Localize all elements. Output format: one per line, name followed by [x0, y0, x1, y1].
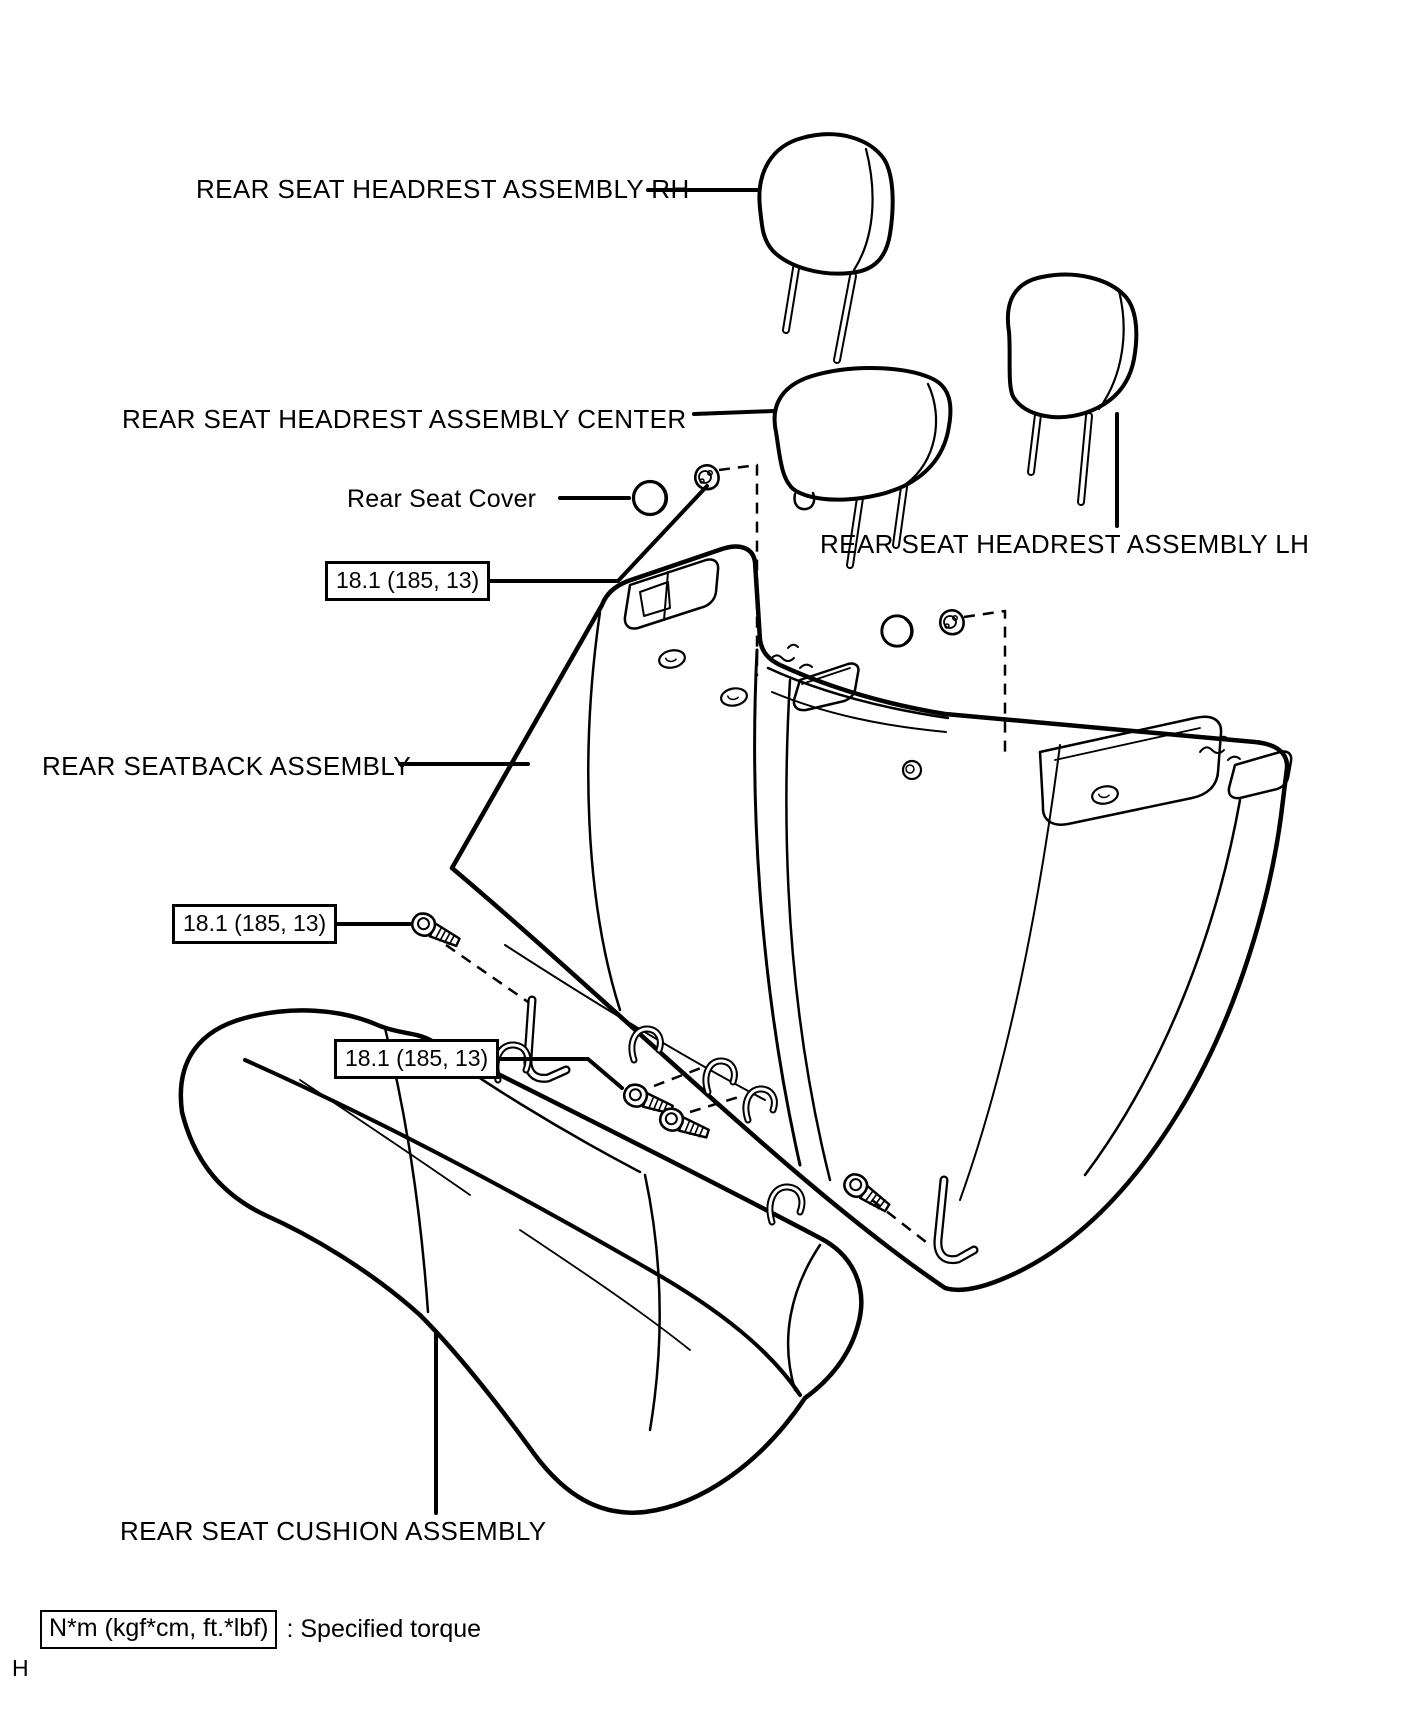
headrest-rh-drawing — [759, 134, 892, 360]
label-seatback: REAR SEATBACK ASSEMBLY — [42, 751, 412, 781]
seatback-drawing — [452, 547, 1291, 1290]
torque-callout-lower: 18.1 (185, 13) — [334, 1039, 499, 1079]
torque-unit-format-box: N*m (kgf*cm, ft.*lbf) — [40, 1610, 277, 1649]
grommet-icon — [1091, 784, 1120, 806]
grommet-icon — [658, 648, 687, 670]
fasteners — [409, 465, 964, 1215]
torque-legend-text: : Specified torque — [286, 1615, 482, 1643]
label-cushion: REAR SEAT CUSHION ASSEMBLY — [120, 1516, 547, 1546]
torque-callout-upper: 18.1 (185, 13) — [325, 561, 490, 601]
label-headrest-rh: REAR SEAT HEADREST ASSEMBLY RH — [196, 174, 690, 204]
label-seat-cover: Rear Seat Cover — [347, 485, 537, 513]
torque-legend — [40, 1610, 481, 1649]
seat-cover-cap-icon — [882, 616, 912, 646]
seatback-leg-bracket-icon — [528, 1000, 974, 1260]
page-marker: H — [12, 1655, 29, 1681]
seat-cover-cap-icon — [634, 482, 667, 515]
torque-callout-middle: 18.1 (185, 13) — [172, 904, 337, 944]
bolt-icon — [840, 1170, 894, 1215]
label-headrest-lh: REAR SEAT HEADREST ASSEMBLY LH — [820, 529, 1310, 559]
bolt-icon — [409, 910, 463, 950]
headrest-nut-icon — [940, 610, 963, 634]
grommet-icon — [720, 686, 749, 707]
label-headrest-center: REAR SEAT HEADREST ASSEMBLY CENTER — [122, 404, 687, 434]
bolt-icon — [657, 1106, 711, 1142]
